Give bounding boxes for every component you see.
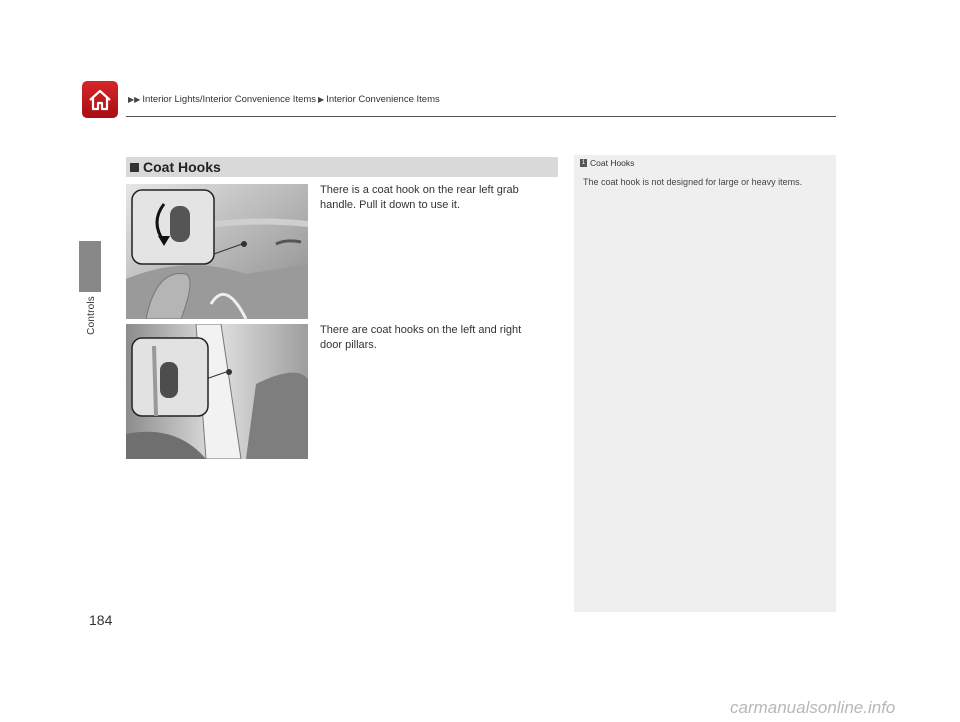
door-pillar-coat-hook-illustration bbox=[126, 324, 308, 459]
section-bullet-icon bbox=[130, 163, 139, 172]
note-marker-icon: 1 bbox=[581, 160, 586, 166]
section-header bbox=[126, 157, 558, 177]
breadcrumb bbox=[128, 94, 440, 105]
section-title: Coat Hooks bbox=[143, 159, 221, 175]
side-tab-marker bbox=[79, 241, 101, 292]
home-icon bbox=[87, 88, 113, 112]
breadcrumb-item[interactable]: Interior Convenience Items bbox=[326, 94, 440, 105]
grab-handle-coat-hook-illustration bbox=[126, 184, 308, 319]
side-section-label: Controls bbox=[86, 296, 97, 335]
note-panel bbox=[574, 155, 836, 612]
note-text: The coat hook is not designed for large or heavy items. bbox=[583, 177, 803, 187]
paragraph: There is a coat hook on the rear left grab handle. Pull it down to use it. bbox=[320, 184, 519, 211]
breadcrumb-item[interactable]: Interior Lights/Interior Convenience Items bbox=[142, 94, 317, 105]
breadcrumb-arrow-icon: ▶▶ bbox=[128, 95, 141, 104]
watermark: carmanualsonline.info bbox=[730, 698, 896, 717]
home-button[interactable] bbox=[82, 81, 118, 118]
page-number: 184 bbox=[89, 612, 113, 628]
note-header bbox=[580, 158, 634, 168]
note-title: Coat Hooks bbox=[590, 158, 635, 168]
paragraph: There are coat hooks on the left and right door pillars. bbox=[320, 324, 522, 351]
breadcrumb-arrow-icon: ▶ bbox=[318, 95, 325, 104]
header-divider bbox=[126, 116, 836, 117]
